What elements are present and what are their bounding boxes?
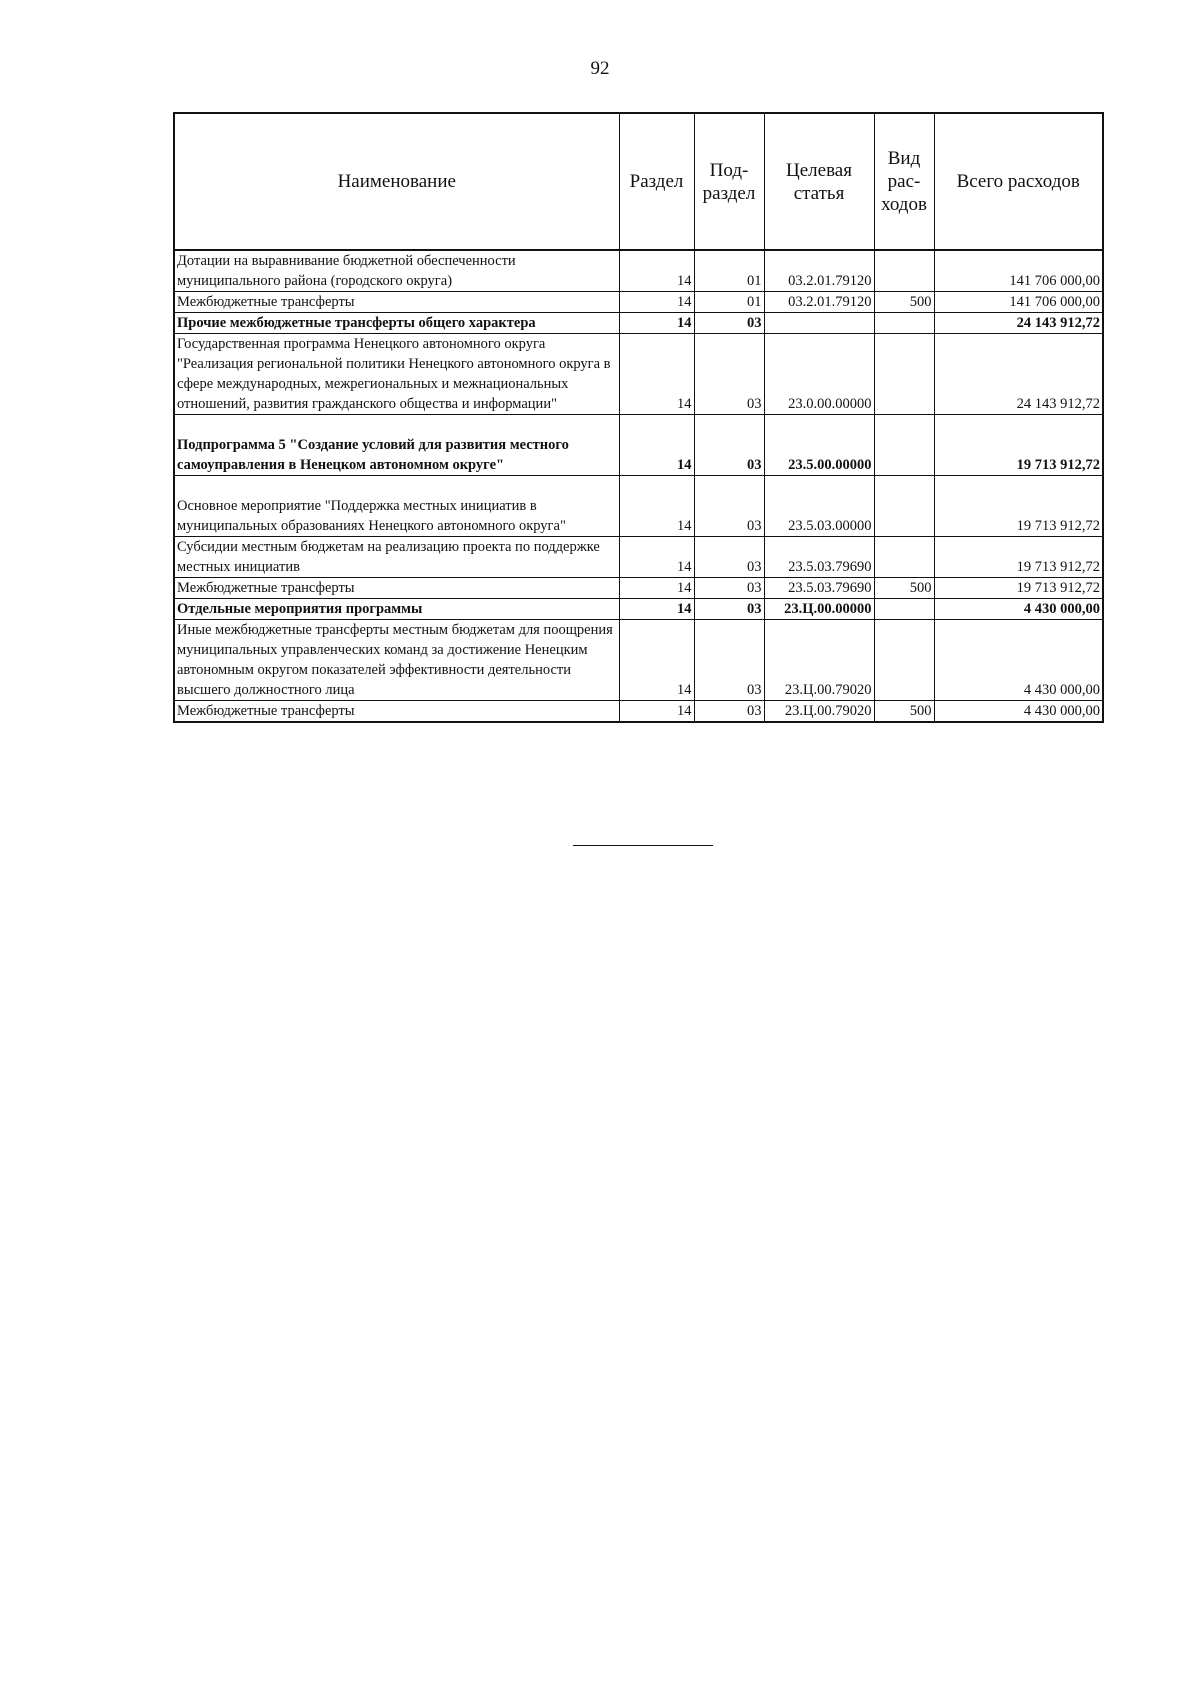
row-name: Субсидии местным бюджетам на реализацию проекта по поддержке местных инициатив [174, 537, 619, 578]
row-kind: 500 [874, 701, 934, 723]
end-of-document-rule [573, 845, 713, 846]
row-total: 24 143 912,72 [934, 313, 1103, 334]
row-name: Подпрограмма 5 "Создание условий для развития местного самоуправления в Ненецком автономном округе" [174, 415, 619, 476]
row-total: 4 430 000,00 [934, 620, 1103, 701]
row-section: 14 [619, 599, 694, 620]
table-row [174, 292, 1103, 313]
row-kind [874, 620, 934, 701]
row-name: Основное мероприятие "Поддержка местных инициатив в муниципальных образованиях Ненецкого автономного округа" [174, 476, 619, 537]
row-target: 03.2.01.79120 [764, 250, 874, 292]
row-subsection: 03 [694, 313, 764, 334]
row-name: Иные межбюджетные трансферты местным бюджетам для поощрения муниципальных управленческих команд за достижение Ненецким автономным округом показателей эффективности деятельности высшего должностного лица [174, 620, 619, 701]
row-target [764, 313, 874, 334]
row-total: 19 713 912,72 [934, 578, 1103, 599]
row-subsection: 01 [694, 292, 764, 313]
row-section: 14 [619, 334, 694, 415]
table-row [174, 620, 1103, 701]
header-subsection: Под- раздел [694, 113, 764, 250]
row-subsection: 01 [694, 250, 764, 292]
row-kind [874, 415, 934, 476]
table-row [174, 313, 1103, 334]
row-section: 14 [619, 292, 694, 313]
row-subsection: 03 [694, 701, 764, 723]
table-row [174, 476, 1103, 537]
row-subsection: 03 [694, 476, 764, 537]
row-total: 24 143 912,72 [934, 334, 1103, 415]
row-section: 14 [619, 537, 694, 578]
row-kind: 500 [874, 292, 934, 313]
row-kind [874, 537, 934, 578]
row-section: 14 [619, 313, 694, 334]
row-total: 4 430 000,00 [934, 701, 1103, 723]
row-kind [874, 334, 934, 415]
row-target: 23.0.00.00000 [764, 334, 874, 415]
row-name: Отдельные мероприятия программы [174, 599, 619, 620]
row-section: 14 [619, 620, 694, 701]
table-row [174, 578, 1103, 599]
row-total: 19 713 912,72 [934, 415, 1103, 476]
row-section: 14 [619, 476, 694, 537]
row-section: 14 [619, 701, 694, 723]
row-section: 14 [619, 415, 694, 476]
row-name: Межбюджетные трансферты [174, 701, 619, 723]
row-total: 19 713 912,72 [934, 476, 1103, 537]
table-row [174, 537, 1103, 578]
row-target: 23.Ц.00.00000 [764, 599, 874, 620]
row-name: Межбюджетные трансферты [174, 292, 619, 313]
header-kind: Вид рас- ходов [874, 113, 934, 250]
row-total: 4 430 000,00 [934, 599, 1103, 620]
page-number: 92 [590, 58, 610, 79]
row-name: Государственная программа Ненецкого автономного округа "Реализация региональной политики Ненецкого автономного округа в сфере международных, межрегиональных и межнациональных отношений, развития гражданского общества и информации" [174, 334, 619, 415]
header-name: Наименование [174, 113, 619, 250]
row-total: 141 706 000,00 [934, 292, 1103, 313]
row-target: 03.2.01.79120 [764, 292, 874, 313]
header-target: Целевая статья [764, 113, 874, 250]
header-section: Раздел [619, 113, 694, 250]
header-total: Всего расходов [934, 113, 1103, 250]
row-total: 141 706 000,00 [934, 250, 1103, 292]
row-kind [874, 599, 934, 620]
table-row [174, 334, 1103, 415]
table-row [174, 701, 1103, 723]
row-name: Прочие межбюджетные трансферты общего характера [174, 313, 619, 334]
row-name: Межбюджетные трансферты [174, 578, 619, 599]
row-target: 23.5.03.79690 [764, 537, 874, 578]
row-section: 14 [619, 250, 694, 292]
table-header-row [174, 113, 1103, 250]
row-target: 23.5.03.00000 [764, 476, 874, 537]
row-target: 23.5.00.00000 [764, 415, 874, 476]
table-row [174, 250, 1103, 292]
row-kind [874, 313, 934, 334]
row-section: 14 [619, 578, 694, 599]
row-kind [874, 476, 934, 537]
row-subsection: 03 [694, 620, 764, 701]
row-total: 19 713 912,72 [934, 537, 1103, 578]
row-target: 23.5.03.79690 [764, 578, 874, 599]
row-subsection: 03 [694, 334, 764, 415]
row-subsection: 03 [694, 537, 764, 578]
row-target: 23.Ц.00.79020 [764, 701, 874, 723]
row-subsection: 03 [694, 415, 764, 476]
row-subsection: 03 [694, 599, 764, 620]
table-row [174, 415, 1103, 476]
row-kind [874, 250, 934, 292]
row-target: 23.Ц.00.79020 [764, 620, 874, 701]
row-name: Дотации на выравнивание бюджетной обеспеченности муниципального района (городского округа) [174, 250, 619, 292]
row-subsection: 03 [694, 578, 764, 599]
expenditure-table [173, 112, 1104, 723]
table-row [174, 599, 1103, 620]
row-kind: 500 [874, 578, 934, 599]
